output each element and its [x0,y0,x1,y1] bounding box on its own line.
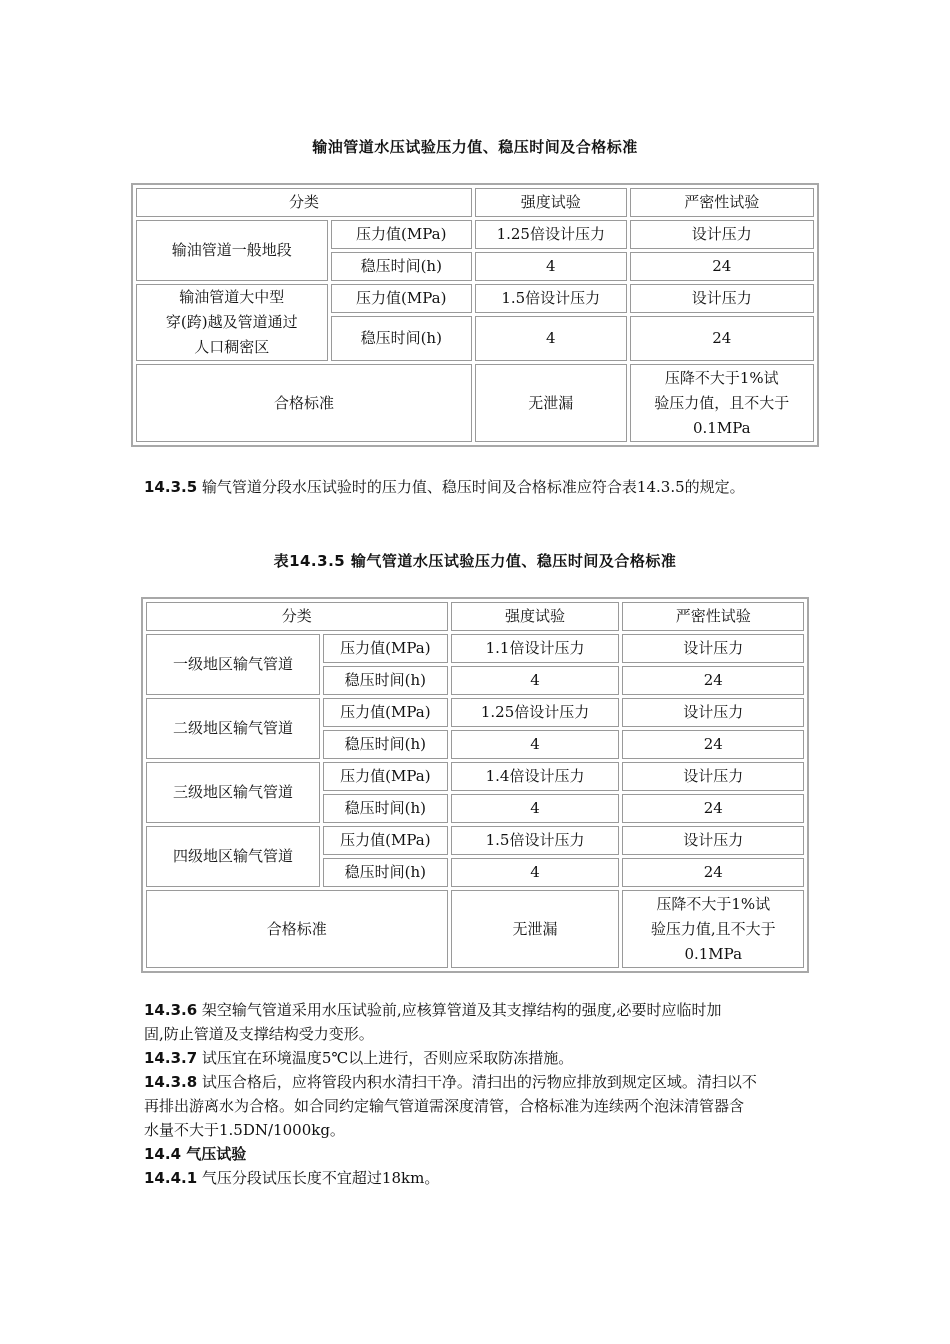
param-cell: 稳压时间(h) [323,666,448,695]
header-category: 分类 [136,188,472,217]
paragraph-14-3-5 [144,475,824,499]
group-name: 四级地区输气管道 [146,826,320,887]
strength-cell: 4 [451,666,620,695]
param-cell: 压力值(MPa) [323,762,448,791]
criteria-row [146,890,804,968]
table1-header-row [136,188,814,217]
param-cell: 压力值(MPa) [323,698,448,727]
criteria-label: 合格标准 [146,890,448,968]
strength-cell: 4 [451,730,620,759]
strength-cell: 1.5倍设计压力 [475,284,627,313]
param-cell: 稳压时间(h) [331,316,472,361]
table2-title: 表14.3.5 输气管道水压试验压力值、稳压时间及合格标准 [273,552,677,570]
paragraph-14-3-6 [144,998,814,1046]
tightness-cell: 24 [622,666,804,695]
strength-cell: 1.25倍设计压力 [451,698,620,727]
tightness-cell: 设计压力 [630,220,814,249]
table-row [146,698,804,727]
group-name: 二级地区输气管道 [146,698,320,759]
group-name-line: 穿(跨)越及管道通过 [165,313,298,331]
criteria-row [136,364,814,442]
tightness-cell: 24 [630,316,814,361]
strength-cell: 1.1倍设计压力 [451,634,620,663]
strength-cell: 1.25倍设计压力 [475,220,627,249]
clause-text: 试压合格后，应将管段内积水清扫干净。清扫出的污物应排放到规定区域。清扫以不 [197,1073,757,1091]
clause-text: 再排出游离水为合格。如合同约定输气管道需深度清管，合格标准为连续两个泡沫清管器含 [144,1097,745,1115]
tightness-cell: 设计压力 [622,698,804,727]
section-heading: 气压试验 [181,1145,247,1163]
param-cell: 压力值(MPa) [331,284,472,313]
group-name: 输油管道一般地段 [136,220,328,281]
group-name: 三级地区输气管道 [146,762,320,823]
tightness-cell: 设计压力 [622,826,804,855]
group-name: 一级地区输气管道 [146,634,320,695]
table-row [146,762,804,791]
strength-cell: 1.5倍设计压力 [451,826,620,855]
criteria-line: 0.1MPa [684,944,743,963]
criteria-tightness [630,364,814,442]
tightness-cell: 24 [622,858,804,887]
paragraph-block [144,998,814,1190]
table2-header-row [146,602,804,631]
header-tightness: 严密性试验 [622,602,804,631]
section-number: 14.4 [144,1145,182,1163]
criteria-line: 0.1MPa [693,418,751,437]
strength-cell: 4 [451,794,620,823]
table-row [136,284,814,313]
table-row [146,634,804,663]
paragraph-14-3-7 [144,1046,814,1070]
header-category: 分类 [146,602,448,631]
tightness-cell: 设计压力 [630,284,814,313]
clause-text: 固,防止管道及支撑结构受力变形。 [144,1025,374,1043]
criteria-line: 验压力值,且不大于 [650,919,776,938]
header-strength: 强度试验 [475,188,627,217]
strength-cell: 4 [475,252,627,281]
tightness-cell: 24 [622,794,804,823]
clause-number: 14.3.8 [144,1073,198,1091]
strength-cell: 4 [475,316,627,361]
table-row [136,220,814,249]
criteria-line: 压降不大于1%试 [664,368,779,387]
table2 [141,597,809,973]
param-cell: 稳压时间(h) [331,252,472,281]
header-tightness: 严密性试验 [630,188,814,217]
criteria-strength: 无泄漏 [451,890,620,968]
group-name-line: 输油管道大中型 [179,288,285,306]
section-heading-14-4 [144,1142,814,1166]
clause-text: 输气管道分段水压试验时的压力值、稳压时间及合格标准应符合表14.3.5的规定。 [197,478,745,496]
strength-cell: 1.4倍设计压力 [451,762,620,791]
group-name-line: 人口稠密区 [194,338,270,356]
table1-title: 输油管道水压试验压力值、稳压时间及合格标准 [312,138,638,156]
clause-text: 气压分段试压长度不宜超过18km。 [197,1169,440,1187]
criteria-label: 合格标准 [136,364,472,442]
criteria-line: 压降不大于1%试 [656,894,771,913]
param-cell: 压力值(MPa) [323,826,448,855]
tightness-cell: 设计压力 [622,634,804,663]
header-strength: 强度试验 [451,602,620,631]
param-cell: 压力值(MPa) [323,634,448,663]
clause-text: 架空输气管道采用水压试验前,应核算管道及其支撑结构的强度,必要时应临时加 [197,1001,722,1019]
criteria-tightness [622,890,804,968]
param-cell: 稳压时间(h) [323,858,448,887]
criteria-strength: 无泄漏 [475,364,627,442]
clause-text: 试压宜在环境温度5℃以上进行，否则应采取防冻措施。 [197,1049,574,1067]
paragraph-14-3-8 [144,1070,814,1142]
paragraph-14-4-1 [144,1166,814,1190]
clause-number: 14.3.6 [144,1001,198,1019]
clause-text: 水量不大于1.5DN/1000kg。 [144,1121,345,1139]
group-name [136,284,328,361]
strength-cell: 4 [451,858,620,887]
criteria-line: 验压力值，且不大于 [654,393,790,412]
tightness-cell: 24 [630,252,814,281]
clause-number: 14.3.5 [144,478,198,496]
clause-number: 14.4.1 [144,1169,198,1187]
table1 [131,183,819,447]
param-cell: 稳压时间(h) [323,794,448,823]
param-cell: 压力值(MPa) [331,220,472,249]
table-row [146,826,804,855]
param-cell: 稳压时间(h) [323,730,448,759]
clause-number: 14.3.7 [144,1049,198,1067]
tightness-cell: 24 [622,730,804,759]
tightness-cell: 设计压力 [622,762,804,791]
